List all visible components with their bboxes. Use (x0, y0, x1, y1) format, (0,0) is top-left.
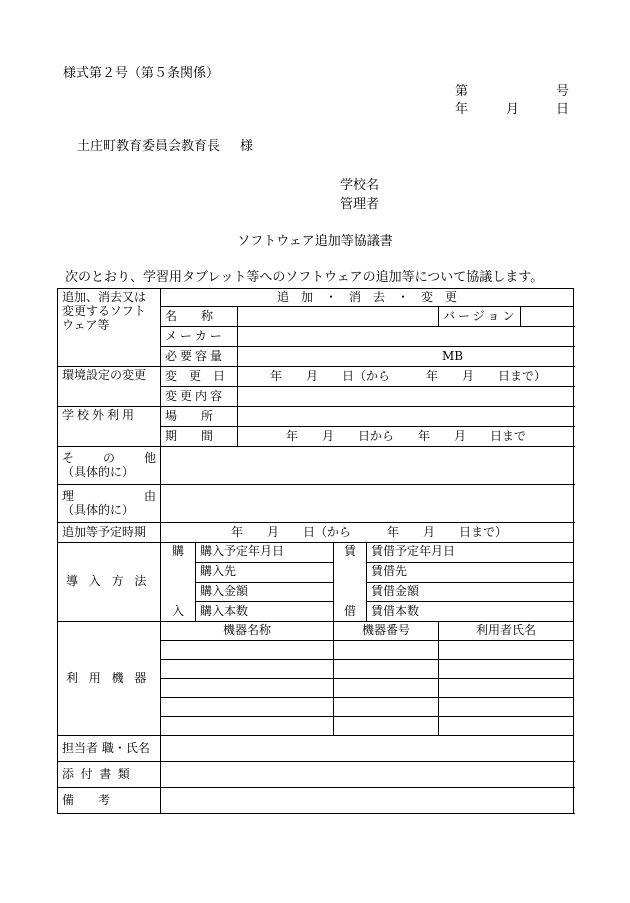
school-name-label: 学校名 (340, 178, 380, 193)
device-user-header: 利用者氏名 (439, 622, 574, 641)
intro-text: 次のとおり、学習用タブレット等へのソフトウェアの追加等について協議します。 (65, 270, 544, 285)
device-name-cell[interactable] (161, 698, 334, 717)
remarks-label: 備 考 (58, 788, 161, 814)
devices-label: 利用機器 (58, 622, 161, 736)
device-number-cell[interactable] (334, 698, 439, 717)
software-change-options[interactable]: 追 加 ・ 消 去 ・ 変 更 (161, 289, 574, 307)
purchase-label: 購 入 (161, 543, 196, 622)
software-maker-field[interactable] (238, 327, 574, 347)
device-user-cell[interactable] (439, 660, 574, 679)
software-maker-label: メーカー (161, 327, 238, 347)
device-user-cell[interactable] (439, 679, 574, 698)
document-title: ソフトウェア追加等協議書 (237, 234, 393, 249)
other-label: そ の 他 （具体的に） (58, 447, 161, 485)
addressee: 土庄町教育委員会教育長 (77, 139, 221, 154)
schedule-label: 追加等予定時期 (58, 523, 161, 543)
env-content-field[interactable] (238, 387, 574, 407)
remarks-field[interactable] (161, 788, 574, 814)
offsite-place-field[interactable] (238, 407, 574, 427)
attachments-field[interactable] (161, 762, 574, 788)
device-name-cell[interactable] (161, 717, 334, 736)
person-in-charge-label: 担当者 職・氏名 (58, 736, 161, 762)
env-date-label: 変 更 日 (161, 367, 238, 387)
software-version-label: バージョン (439, 307, 521, 327)
manager-label: 管理者 (340, 197, 380, 212)
software-name-field[interactable] (238, 307, 439, 327)
device-user-cell[interactable] (439, 698, 574, 717)
attachments-label: 添付書類 (58, 762, 161, 788)
person-in-charge-field[interactable] (161, 736, 574, 762)
agreement-form-table (57, 288, 574, 814)
addressee-honorific: 様 (240, 139, 254, 154)
device-name-cell[interactable] (161, 660, 334, 679)
schedule-field[interactable]: 年 月 日（から 年 月 日まで） (161, 523, 574, 543)
device-name-header: 機器名称 (161, 622, 334, 641)
software-label: 追加、消去又は 変更するソフト ウェア等 (58, 289, 161, 367)
lease-label: 賃 借 (334, 543, 367, 622)
reason-label: 理 由 （具体的に） (58, 485, 161, 523)
lease-amount-label: 賃借金額 (367, 582, 574, 602)
lease-date-label: 賃借予定年月日 (367, 543, 574, 563)
doc-number-suffix: 号 (556, 84, 570, 99)
other-field[interactable] (161, 447, 574, 485)
offsite-period-label: 期 間 (161, 427, 238, 447)
date-month-label: 月 (506, 102, 520, 117)
device-user-cell[interactable] (439, 717, 574, 736)
reason-field[interactable] (161, 485, 574, 523)
software-version-field[interactable] (521, 307, 574, 327)
device-number-cell[interactable] (334, 679, 439, 698)
date-day-label: 日 (556, 102, 570, 117)
date-year-label: 年 (455, 102, 469, 117)
env-content-label: 変更内容 (161, 387, 238, 407)
offsite-place-label: 場 所 (161, 407, 238, 427)
device-number-header: 機器番号 (334, 622, 439, 641)
method-label: 導入方法 (58, 543, 161, 622)
device-name-cell[interactable] (161, 679, 334, 698)
purchase-date-label: 購入予定年月日 (196, 543, 334, 563)
device-number-cell[interactable] (334, 660, 439, 679)
capacity-unit: MB (442, 348, 464, 363)
purchase-vendor-label: 購入先 (196, 562, 334, 582)
lease-vendor-label: 賃借先 (367, 562, 574, 582)
lease-count-label: 賃借本数 (367, 602, 574, 622)
device-number-cell[interactable] (334, 641, 439, 660)
env-change-label: 環境設定の変更 (58, 367, 161, 407)
software-capacity-label: 必要容量 (161, 347, 238, 367)
device-user-cell[interactable] (439, 641, 574, 660)
form-number: 様式第２号（第５条関係） (63, 66, 220, 81)
purchase-count-label: 購入本数 (196, 602, 334, 622)
offsite-period-field[interactable]: 年 月 日から 年 月 日まで (238, 427, 574, 447)
device-number-cell[interactable] (334, 717, 439, 736)
software-name-label: 名 称 (161, 307, 238, 327)
software-capacity-field[interactable] (238, 347, 574, 367)
env-date-field[interactable]: 年 月 日（から 年 月 日まで） (238, 367, 574, 387)
purchase-amount-label: 購入金額 (196, 582, 334, 602)
device-name-cell[interactable] (161, 641, 334, 660)
offsite-use-label: 学校外利用 (58, 407, 161, 447)
doc-number-prefix: 第 (455, 84, 469, 99)
